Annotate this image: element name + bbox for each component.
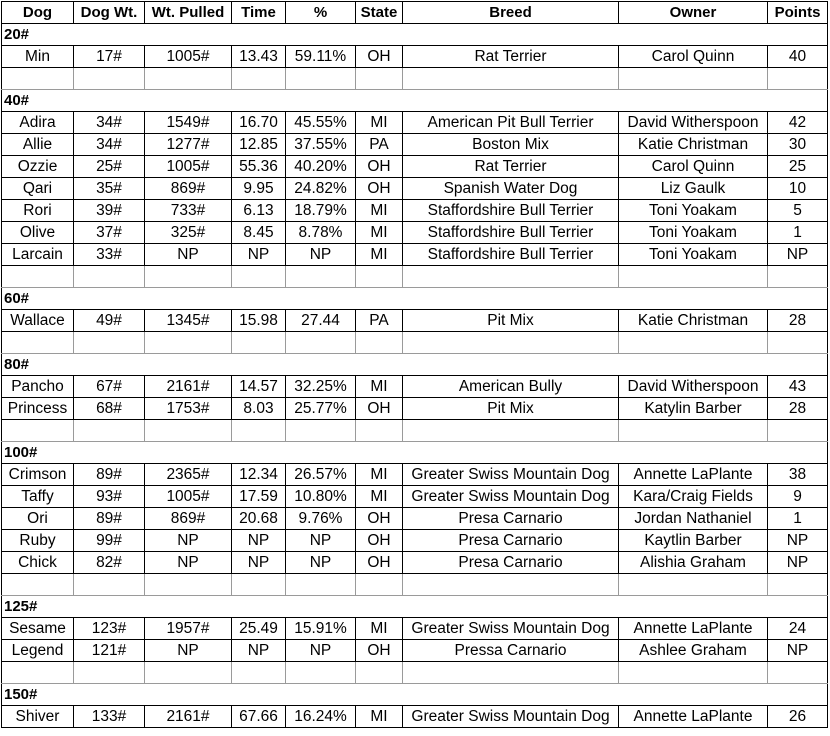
empty-cell — [619, 68, 768, 90]
header-dog-weight: Dog Wt. — [74, 2, 145, 24]
table-row — [2, 200, 828, 222]
cell-points: NP — [768, 530, 828, 552]
cell-percent: NP — [286, 530, 356, 552]
empty-cell — [74, 332, 145, 354]
cell-owner: Toni Yoakam — [619, 244, 768, 266]
cell-points: 38 — [768, 464, 828, 486]
cell-points: 1 — [768, 222, 828, 244]
cell-dog-weight: 37# — [74, 222, 145, 244]
cell-percent: 24.82% — [286, 178, 356, 200]
cell-breed: Pit Mix — [403, 398, 619, 420]
weight-class-label: 60# — [2, 288, 828, 310]
cell-breed: Pit Mix — [403, 310, 619, 332]
cell-dog: Olive — [2, 222, 74, 244]
weight-class-label: 20# — [2, 24, 828, 46]
cell-dog-weight: 121# — [74, 640, 145, 662]
cell-weight-pulled: NP — [145, 530, 232, 552]
cell-state: MI — [356, 376, 403, 398]
table-row — [2, 552, 828, 574]
cell-weight-pulled: 1277# — [145, 134, 232, 156]
empty-cell — [74, 68, 145, 90]
weight-class-row — [2, 684, 828, 706]
cell-owner: Toni Yoakam — [619, 200, 768, 222]
spacer-row — [2, 420, 828, 442]
empty-cell — [619, 266, 768, 288]
empty-cell — [768, 420, 828, 442]
cell-dog-weight: 35# — [74, 178, 145, 200]
cell-percent: 45.55% — [286, 112, 356, 134]
cell-dog-weight: 82# — [74, 552, 145, 574]
header-state: State — [356, 2, 403, 24]
cell-owner: David Witherspoon — [619, 112, 768, 134]
table-row — [2, 464, 828, 486]
cell-points: 40 — [768, 46, 828, 68]
table-row — [2, 156, 828, 178]
cell-weight-pulled: 733# — [145, 200, 232, 222]
header-owner: Owner — [619, 2, 768, 24]
cell-points: 26 — [768, 706, 828, 728]
cell-time: 67.66 — [232, 706, 286, 728]
cell-dog: Shiver — [2, 706, 74, 728]
cell-breed: Spanish Water Dog — [403, 178, 619, 200]
header-breed: Breed — [403, 2, 619, 24]
cell-points: 42 — [768, 112, 828, 134]
empty-cell — [768, 662, 828, 684]
spacer-row — [2, 332, 828, 354]
cell-dog-weight: 33# — [74, 244, 145, 266]
cell-weight-pulled: 2161# — [145, 706, 232, 728]
cell-time: NP — [232, 530, 286, 552]
cell-owner: Annette LaPlante — [619, 618, 768, 640]
empty-cell — [768, 332, 828, 354]
cell-weight-pulled: 2365# — [145, 464, 232, 486]
header-points: Points — [768, 2, 828, 24]
cell-breed: American Bully — [403, 376, 619, 398]
empty-cell — [145, 574, 232, 596]
table-row — [2, 530, 828, 552]
empty-cell — [2, 332, 74, 354]
table-row — [2, 640, 828, 662]
cell-time: NP — [232, 552, 286, 574]
empty-cell — [356, 662, 403, 684]
empty-cell — [286, 68, 356, 90]
header-dog: Dog — [2, 2, 74, 24]
empty-cell — [619, 420, 768, 442]
cell-state: MI — [356, 706, 403, 728]
empty-cell — [232, 68, 286, 90]
cell-points: 28 — [768, 310, 828, 332]
cell-dog: Pancho — [2, 376, 74, 398]
cell-dog: Princess — [2, 398, 74, 420]
cell-points: NP — [768, 552, 828, 574]
weight-class-row — [2, 442, 828, 464]
cell-breed: Greater Swiss Mountain Dog — [403, 618, 619, 640]
cell-time: 8.03 — [232, 398, 286, 420]
cell-points: 9 — [768, 486, 828, 508]
cell-dog-weight: 133# — [74, 706, 145, 728]
cell-dog-weight: 67# — [74, 376, 145, 398]
empty-cell — [2, 662, 74, 684]
cell-percent: 59.11% — [286, 46, 356, 68]
cell-dog: Wallace — [2, 310, 74, 332]
empty-cell — [403, 266, 619, 288]
cell-percent: 16.24% — [286, 706, 356, 728]
cell-dog-weight: 34# — [74, 134, 145, 156]
cell-weight-pulled: NP — [145, 640, 232, 662]
cell-percent: 40.20% — [286, 156, 356, 178]
cell-percent: NP — [286, 244, 356, 266]
cell-percent: 18.79% — [286, 200, 356, 222]
cell-percent: 9.76% — [286, 508, 356, 530]
empty-cell — [356, 266, 403, 288]
empty-cell — [286, 266, 356, 288]
cell-breed: Staffordshire Bull Terrier — [403, 222, 619, 244]
cell-points: 25 — [768, 156, 828, 178]
table-row — [2, 244, 828, 266]
cell-weight-pulled: 1005# — [145, 46, 232, 68]
cell-weight-pulled: 869# — [145, 508, 232, 530]
header-percent: % — [286, 2, 356, 24]
empty-cell — [145, 420, 232, 442]
cell-breed: Greater Swiss Mountain Dog — [403, 486, 619, 508]
cell-owner: Kara/Craig Fields — [619, 486, 768, 508]
empty-cell — [2, 266, 74, 288]
cell-dog: Ruby — [2, 530, 74, 552]
empty-cell — [2, 574, 74, 596]
empty-cell — [2, 420, 74, 442]
cell-percent: NP — [286, 640, 356, 662]
empty-cell — [356, 574, 403, 596]
cell-dog: Ori — [2, 508, 74, 530]
cell-time: 55.36 — [232, 156, 286, 178]
cell-owner: Kaytlin Barber — [619, 530, 768, 552]
header-row — [2, 2, 828, 24]
empty-cell — [232, 574, 286, 596]
cell-points: NP — [768, 244, 828, 266]
empty-cell — [145, 332, 232, 354]
cell-state: OH — [356, 46, 403, 68]
table-row — [2, 398, 828, 420]
empty-cell — [356, 68, 403, 90]
cell-owner: Katylin Barber — [619, 398, 768, 420]
weight-class-label: 100# — [2, 442, 828, 464]
empty-cell — [619, 662, 768, 684]
table-row — [2, 486, 828, 508]
weight-class-row — [2, 90, 828, 112]
empty-cell — [768, 68, 828, 90]
table-row — [2, 618, 828, 640]
cell-dog: Sesame — [2, 618, 74, 640]
header-time: Time — [232, 2, 286, 24]
empty-cell — [232, 420, 286, 442]
cell-breed: Staffordshire Bull Terrier — [403, 200, 619, 222]
cell-points: 28 — [768, 398, 828, 420]
empty-cell — [403, 574, 619, 596]
cell-dog: Allie — [2, 134, 74, 156]
cell-time: 14.57 — [232, 376, 286, 398]
cell-weight-pulled: 869# — [145, 178, 232, 200]
cell-points: 10 — [768, 178, 828, 200]
cell-points: 1 — [768, 508, 828, 530]
cell-weight-pulled: 1957# — [145, 618, 232, 640]
table-row — [2, 134, 828, 156]
cell-points: 43 — [768, 376, 828, 398]
spacer-row — [2, 68, 828, 90]
cell-weight-pulled: 2161# — [145, 376, 232, 398]
cell-state: MI — [356, 618, 403, 640]
empty-cell — [74, 420, 145, 442]
cell-breed: Rat Terrier — [403, 156, 619, 178]
empty-cell — [619, 574, 768, 596]
cell-owner: Katie Christman — [619, 134, 768, 156]
weight-class-label: 40# — [2, 90, 828, 112]
empty-cell — [145, 68, 232, 90]
cell-state: OH — [356, 178, 403, 200]
cell-breed: Rat Terrier — [403, 46, 619, 68]
cell-weight-pulled: 325# — [145, 222, 232, 244]
cell-points: NP — [768, 640, 828, 662]
header-weight-pulled: Wt. Pulled — [145, 2, 232, 24]
cell-percent: 8.78% — [286, 222, 356, 244]
cell-state: OH — [356, 156, 403, 178]
spacer-row — [2, 266, 828, 288]
cell-weight-pulled: NP — [145, 244, 232, 266]
cell-time: NP — [232, 244, 286, 266]
table-row — [2, 706, 828, 728]
cell-state: OH — [356, 398, 403, 420]
cell-owner: Liz Gaulk — [619, 178, 768, 200]
spacer-row — [2, 574, 828, 596]
cell-owner: Toni Yoakam — [619, 222, 768, 244]
cell-time: 16.70 — [232, 112, 286, 134]
empty-cell — [356, 332, 403, 354]
cell-time: 15.98 — [232, 310, 286, 332]
cell-state: OH — [356, 530, 403, 552]
cell-breed: Presa Carnario — [403, 508, 619, 530]
cell-state: MI — [356, 464, 403, 486]
table-row — [2, 310, 828, 332]
empty-cell — [356, 420, 403, 442]
cell-dog: Taffy — [2, 486, 74, 508]
spacer-row — [2, 662, 828, 684]
cell-dog: Adira — [2, 112, 74, 134]
cell-points: 30 — [768, 134, 828, 156]
cell-time: 6.13 — [232, 200, 286, 222]
cell-breed: Greater Swiss Mountain Dog — [403, 706, 619, 728]
cell-dog: Chick — [2, 552, 74, 574]
cell-percent: 15.91% — [286, 618, 356, 640]
cell-dog-weight: 17# — [74, 46, 145, 68]
cell-state: OH — [356, 508, 403, 530]
cell-dog-weight: 68# — [74, 398, 145, 420]
cell-weight-pulled: 1753# — [145, 398, 232, 420]
empty-cell — [403, 420, 619, 442]
cell-breed: Boston Mix — [403, 134, 619, 156]
empty-cell — [286, 332, 356, 354]
empty-cell — [232, 332, 286, 354]
cell-owner: Alishia Graham — [619, 552, 768, 574]
cell-breed: Presa Carnario — [403, 552, 619, 574]
cell-dog: Min — [2, 46, 74, 68]
cell-weight-pulled: 1005# — [145, 486, 232, 508]
cell-points: 5 — [768, 200, 828, 222]
cell-percent: 25.77% — [286, 398, 356, 420]
cell-points: 24 — [768, 618, 828, 640]
empty-cell — [286, 420, 356, 442]
cell-time: 17.59 — [232, 486, 286, 508]
cell-dog-weight: 39# — [74, 200, 145, 222]
cell-state: MI — [356, 200, 403, 222]
table-row — [2, 112, 828, 134]
table-row — [2, 46, 828, 68]
cell-dog: Qari — [2, 178, 74, 200]
cell-weight-pulled: 1345# — [145, 310, 232, 332]
cell-dog-weight: 99# — [74, 530, 145, 552]
cell-owner: Carol Quinn — [619, 156, 768, 178]
cell-state: PA — [356, 310, 403, 332]
cell-time: 12.34 — [232, 464, 286, 486]
cell-time: 25.49 — [232, 618, 286, 640]
empty-cell — [74, 574, 145, 596]
cell-state: OH — [356, 640, 403, 662]
table-row — [2, 376, 828, 398]
cell-dog: Legend — [2, 640, 74, 662]
cell-percent: 27.44 — [286, 310, 356, 332]
cell-dog-weight: 49# — [74, 310, 145, 332]
cell-time: 12.85 — [232, 134, 286, 156]
cell-dog: Crimson — [2, 464, 74, 486]
cell-state: MI — [356, 486, 403, 508]
cell-time: 8.45 — [232, 222, 286, 244]
empty-cell — [768, 266, 828, 288]
cell-percent: 37.55% — [286, 134, 356, 156]
weight-class-row — [2, 354, 828, 376]
cell-dog: Larcain — [2, 244, 74, 266]
cell-state: MI — [356, 222, 403, 244]
cell-percent: NP — [286, 552, 356, 574]
table-body — [2, 24, 828, 728]
cell-weight-pulled: 1005# — [145, 156, 232, 178]
cell-breed: American Pit Bull Terrier — [403, 112, 619, 134]
cell-owner: Jordan Nathaniel — [619, 508, 768, 530]
empty-cell — [74, 662, 145, 684]
cell-dog-weight: 89# — [74, 508, 145, 530]
empty-cell — [403, 332, 619, 354]
cell-state: OH — [356, 552, 403, 574]
empty-cell — [232, 662, 286, 684]
cell-state: MI — [356, 244, 403, 266]
cell-dog: Ozzie — [2, 156, 74, 178]
cell-breed: Greater Swiss Mountain Dog — [403, 464, 619, 486]
results-table — [1, 1, 828, 728]
weight-class-label: 150# — [2, 684, 828, 706]
cell-breed: Pressa Carnario — [403, 640, 619, 662]
table-row — [2, 508, 828, 530]
empty-cell — [145, 266, 232, 288]
cell-percent: 10.80% — [286, 486, 356, 508]
empty-cell — [403, 662, 619, 684]
cell-dog-weight: 34# — [74, 112, 145, 134]
table-row — [2, 178, 828, 200]
weight-class-row — [2, 24, 828, 46]
cell-time: 20.68 — [232, 508, 286, 530]
cell-time: 9.95 — [232, 178, 286, 200]
weight-class-row — [2, 288, 828, 310]
cell-percent: 32.25% — [286, 376, 356, 398]
empty-cell — [145, 662, 232, 684]
cell-dog: Rori — [2, 200, 74, 222]
weight-class-row — [2, 596, 828, 618]
cell-owner: Ashlee Graham — [619, 640, 768, 662]
empty-cell — [286, 574, 356, 596]
cell-owner: Annette LaPlante — [619, 706, 768, 728]
cell-weight-pulled: 1549# — [145, 112, 232, 134]
empty-cell — [74, 266, 145, 288]
cell-time: 13.43 — [232, 46, 286, 68]
cell-owner: Carol Quinn — [619, 46, 768, 68]
cell-dog-weight: 89# — [74, 464, 145, 486]
cell-owner: Katie Christman — [619, 310, 768, 332]
empty-cell — [286, 662, 356, 684]
weight-class-label: 125# — [2, 596, 828, 618]
weight-class-label: 80# — [2, 354, 828, 376]
empty-cell — [403, 68, 619, 90]
cell-weight-pulled: NP — [145, 552, 232, 574]
empty-cell — [619, 332, 768, 354]
cell-state: PA — [356, 134, 403, 156]
cell-dog-weight: 123# — [74, 618, 145, 640]
empty-cell — [768, 574, 828, 596]
cell-dog-weight: 25# — [74, 156, 145, 178]
cell-dog-weight: 93# — [74, 486, 145, 508]
cell-percent: 26.57% — [286, 464, 356, 486]
cell-breed: Staffordshire Bull Terrier — [403, 244, 619, 266]
cell-breed: Presa Carnario — [403, 530, 619, 552]
cell-owner: Annette LaPlante — [619, 464, 768, 486]
cell-owner: David Witherspoon — [619, 376, 768, 398]
empty-cell — [232, 266, 286, 288]
cell-time: NP — [232, 640, 286, 662]
empty-cell — [2, 68, 74, 90]
cell-state: MI — [356, 112, 403, 134]
table-row — [2, 222, 828, 244]
